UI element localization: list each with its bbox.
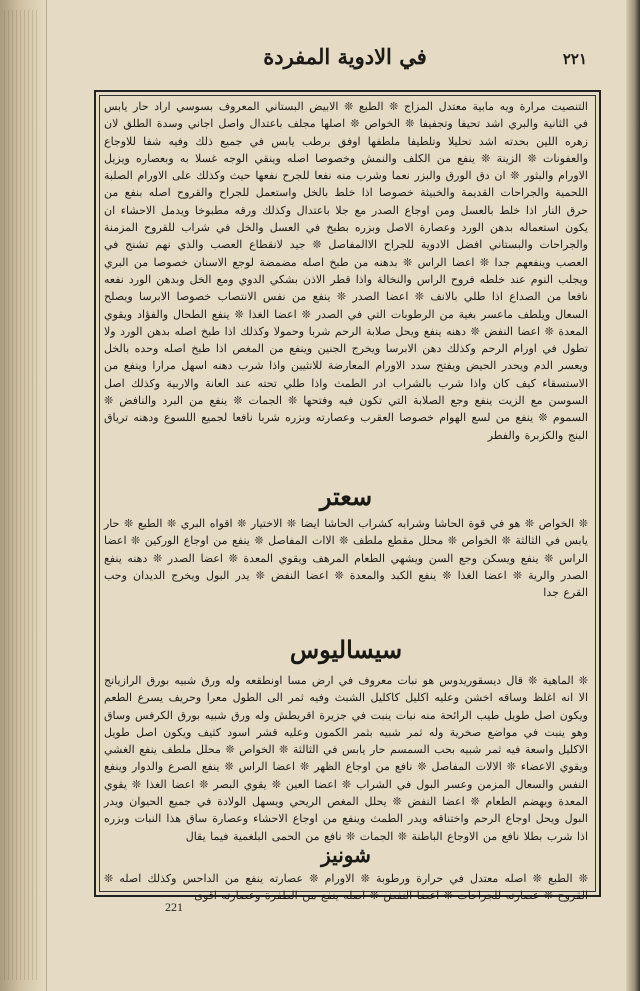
entry-heading-sisalius: سيساليوس [289, 635, 403, 664]
entry-text-sisalius: ❊ الماهية ❊ قال ديسقوريدوس هو نبات معروف في ارض مسا اونطقعه وله ورق شبيه بورق الرازيانج الا انه اغلظ وساقه اخشن وعليه اكليل كاكليل الشبث وفيه ثمر الى الطول معرا وحريف يسرع الطعم ويكون اصل طويل طيب الرائحة منه نبات ينبت في جزيرة اقريطش وله ورق شبيه بورق الكرفس وساق وهو ينبت في مواضع صخرية وله ثمر شبيه بثمر الكمون وعليه قشر اسود كثيف ويكون اصل طويل الاكليل واسعة فيه ثمر شبيه بحب السمسم حار يابس في الثالثة ❊ الخواص ❊ محلل ملطف ينفع الغشي ويقوي الاعضاء ❊ الالات المفاصل ❊ نافع من اوجاع الظهر ❊ اعضا الراس ❊ ينفع الصرع والدوار وينفع النفس والسعال المزمن وعسر البول في الشراب ❊ اعضا العين ❊ يقوي البصر ❊ اعضا الغذا ❊ يقوي المعدة ويهضم الطعام ❊ اعضا النفض ❊ يحلل المغص الريحي ويسهل الولادة في جميع الحيوان ويدر البول ويحل اوجاع الرحم واختناقه ويدر الطمث وينفع من اوجاع الاحشاء وعصارة ساق هذا النبات وبزره اذا شرب بطلا نافع من الاوجاع الباطنة ❊ الجمات ❊ نافع من الحمى البلغمية فيما يقال [104, 674, 588, 843]
book-page-edges [0, 0, 47, 991]
page-number-top: ٢٢١ [562, 50, 587, 68]
entry-text-shuniz: ❊ الطبع ❊ اصله معتدل في حرارة ورطوبة ❊ الاورام ❊ عصارته ينفع من الداحس وكذلك اصله ❊ القروح ❊ عصارته للجراحات ❊ اعضا النفض ❊ اصله ينفع من الطفرة وعصارته اقوى [104, 872, 588, 903]
entry-heading-shuniz: شونيز [321, 843, 371, 867]
entry-heading-saatar: سعتر [319, 482, 373, 511]
book-binding-shadow [626, 0, 640, 991]
page-number-bottom: 221 [165, 900, 183, 914]
running-title: في الادوية المفردة [263, 44, 427, 69]
page-header [95, 42, 595, 82]
entry-text-saatar: ❊ الخواص ❊ هو في قوة الحاشا وشرابه كشراب الحاشا ايضا ❊ الاختيار ❊ اقواه البري ❊ الطبع ❊ حار يابس في الثالثة ❊ الخواص ❊ محلل مقطع ملطف ❊ الاات المفاصل ❊ ينفع من اوجاع الوركين ❊ اعضا الراس ❊ ينفع ويسكن وجع السن ويشهي الطعام المرهف ويقوي المعدة ❊ اعضا الصدر ❊ دهنه ينفع الصدر والرية ❊ اعضا الغذا ❊ ينفع الكبد والمعدة ❊ اعضا النفض ❊ يدر البول ويخرج الديدان وحب القرع جدا [104, 517, 588, 600]
entry-text-susan: التنصيت مرارة ويه مابية معتدل المزاج ❊ الطبع ❊ الابيض البستاني المعروف بسوسي اراد حار يابس في الثانية والبري اشد تحيفا وتجفيفا ❊ الخواص ❊ اصلها مجلف باعتدال واصل اجاني وسدة الطلق لان زهره اللين بحدته اشد تحليلا وتلطيفا ملطفها اوفق برطب يابس في جميع ذلك وفيه شفا للاوجاع والعفونات ❊ الزينة ❊ ينفع من الكلف والنمش وخصوصا اصله وينقي الوجه غسلا به وبعصاره ويزيل الاورام والبثور ❊ ان دق الورق والبزر نعما وشرب منه نفعا للجرح نفعها حيث وكذلك على الاورام الصلبة اللحمية والجراحات القديمة والخبيثة خصوصا اذا خلط بالخل واستعمل للجراح والقروح اصله بنفع من حرق النار اذا خلط بالعسل ومن اوجاع الصدر مع جلا باعتدال وكذلك ورقه مطبوخا ويدمل الاحشاء ان يكون استعماله بدهن الورد وعصارة الاصل وبزره بطبخ في العسل والخل في شراب للقروح المزمنة والجراحات والبستاني افضل الادوية للجراح الاالمفاصل ❊ جيد لانقطاع العصب والذي نهم تشنج في العصب وينفعهم جدا ❊ اعضا الراس ❊ بدهنه من طبخ اصله مضمضة لوجع الاسنان خصوصا من البري ويجلب النوم عند خلطه فروح الراس والنخالة واذا قطر الاذن بشكي الدوي ومع الخل وبدهن الورد نفعه نافعا من الصداع اذا طلي بالانف ❊ اعضا الصدر ❊ ينفع من نفس الانتصاب خصوصا الابرسا ويصلح السعال ويلطف ماعسر بغية من الرطوبات التي في الصدر ❊ اعضا الغذا ❊ ينفع الطحال والفؤاد ويقوي المعدة ❊ اعضا النفض ❊ دهنه ينفع ويحل صلابة الرحم شربا وحمولا وكذلك اذا طبخ اصله بدهن الورد ولا تطول في اورام الرحم وكذلك دهن الابرسا ويخرج الجنين وينفع من المغص اذا طبخ اصله وحده بالخل ويعسر الدم ويحدر الحيض ويفتح سدد الاورام المعارضة للانثيين واذا شرب دهنه اسهل مرارا وينفع من الاستسقاء كيف كان واذا شرب بالشراب ادر الطمث واذا طلي تحته عند العانة والاربية وكذلك اصل السوسن مع الزيت ينفع وجع الصلابة التي تكون فيه وفتحها ❊ الجمات ❊ ينفع من البرد والنافض ❊ السموم ❊ ينفع من لسع الهوام خصوصا العقرب وعصارته وبزره شربا نافعا لجميع اللسوع ودهنه ترياق البنج والكزبرة والفطر [104, 100, 588, 442]
page-stack-lines [4, 10, 38, 980]
